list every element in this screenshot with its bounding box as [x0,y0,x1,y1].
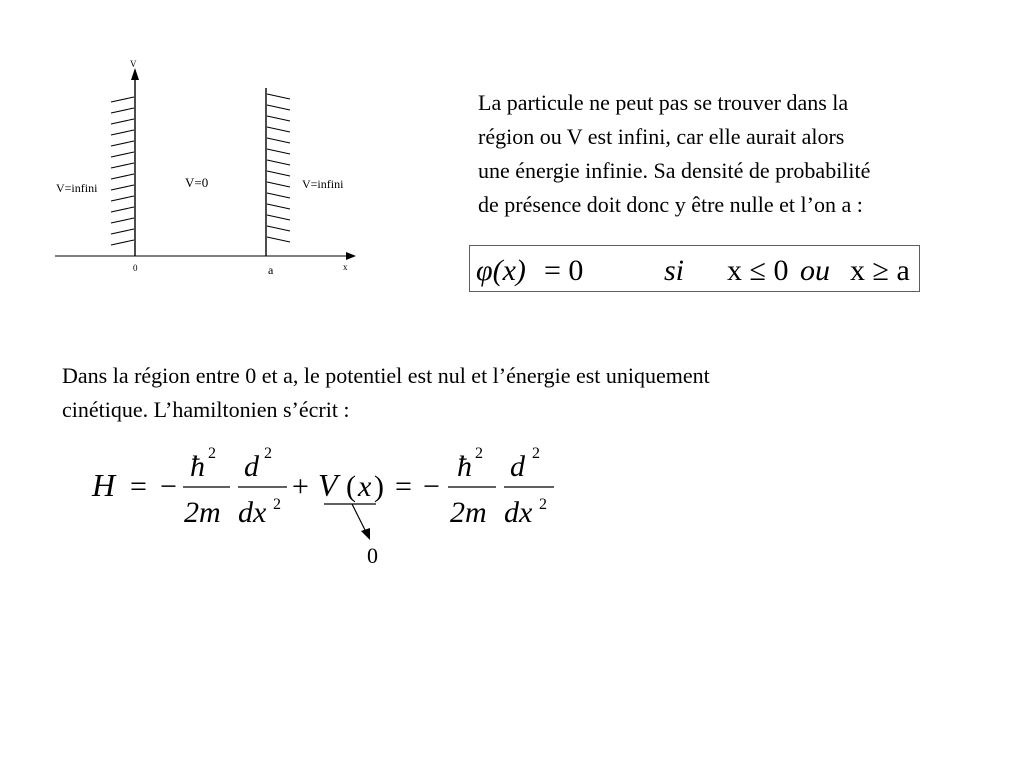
hatch-mark [267,138,290,143]
hatch-mark [267,237,290,242]
left-region-label: V=infini [56,181,98,195]
wavefunction-lhs: φ(x) [476,254,526,287]
exponent: 2 [208,445,216,462]
hatch-mark [111,152,134,157]
hbar-symbol: ħ [190,450,205,483]
y-axis-arrow [131,68,139,80]
x-variable: x [358,470,372,503]
middle-region-label: V=0 [185,175,209,190]
hatch-mark [111,196,134,201]
hatch-mark [267,226,290,231]
ou-word: ou [800,254,830,287]
annotation-arrow-line [352,504,366,532]
hatch-mark [111,185,134,190]
annotation-arrowhead [361,528,370,540]
boundary-condition-equation [470,246,919,291]
hatch-mark [111,229,134,234]
hamiltonian-intro-text [62,359,710,427]
hamiltonian-symbol: H [92,467,116,503]
hatch-mark [267,94,290,99]
text-line: une énergie infinie. Sa densité de probabilité [478,158,871,183]
boundary-condition-box [469,245,920,292]
denominator-2m: 2m [450,496,487,529]
equals-zero: = 0 [544,254,584,287]
exponent: 2 [475,445,483,462]
text-line: Dans la région entre 0 et a, le potentiel est nul et l’énergie est uniquement [62,363,710,388]
wall-position-label: a [268,263,274,277]
potential-zero-annotation: 0 [367,543,378,568]
hatch-mark [267,182,290,187]
right-region-label: V=infini [302,177,344,191]
hatch-mark [267,171,290,176]
hatch-mark [111,108,134,113]
condition-x-ge-a: x ≥ a [850,254,910,287]
text-line: La particule ne peut pas se trouver dans la [478,90,849,115]
hatch-mark [267,149,290,154]
equals-sign: = [130,470,147,503]
exponent: 2 [273,496,281,513]
boundary-explanation-text [478,86,870,222]
hatch-mark [267,127,290,132]
hatch-mark [267,160,290,165]
hatch-mark [267,116,290,121]
exponent: 2 [264,445,272,462]
left-wall-hatching [111,97,134,245]
potential-well-diagram [0,0,370,290]
x-axis-arrow [346,252,356,260]
y-axis-label: V [130,59,137,69]
hatch-mark [267,215,290,220]
hatch-mark [111,218,134,223]
hatch-mark [267,105,290,110]
x-axis-label: x [343,262,348,272]
exponent: 2 [539,496,547,513]
exponent: 2 [532,445,540,462]
close-paren: ) [374,470,384,503]
denominator-dx: dx [504,496,533,529]
d-symbol: d [244,450,259,483]
denominator-dx: dx [238,496,267,529]
hatch-mark [111,174,134,179]
hatch-mark [111,119,134,124]
d-symbol: d [510,450,525,483]
hamiltonian-equation [80,436,580,576]
condition-x-le-0: x ≤ 0 [727,254,789,287]
equals-sign: = [395,470,412,503]
minus-sign: − [160,470,177,503]
open-paren: ( [346,470,356,503]
hatch-mark [111,141,134,146]
minus-sign: − [423,470,440,503]
hatch-mark [111,240,134,245]
hatch-mark [111,97,134,102]
denominator-2m: 2m [184,496,221,529]
plus-sign: + [292,470,309,503]
text-line: cinétique. L’hamiltonien s’écrit : [62,397,350,422]
si-word: si [664,254,685,287]
hatch-mark [111,163,134,168]
text-line: région ou V est infini, car elle aurait alors [478,124,845,149]
hatch-mark [111,207,134,212]
text-line: de présence doit donc y être nulle et l’on a : [478,192,863,217]
hatch-mark [267,204,290,209]
hatch-mark [111,130,134,135]
right-wall-hatching [267,94,290,242]
hbar-symbol: ħ [457,450,472,483]
hatch-mark [267,193,290,198]
origin-label: 0 [133,263,138,273]
potential-symbol: V [318,467,338,503]
